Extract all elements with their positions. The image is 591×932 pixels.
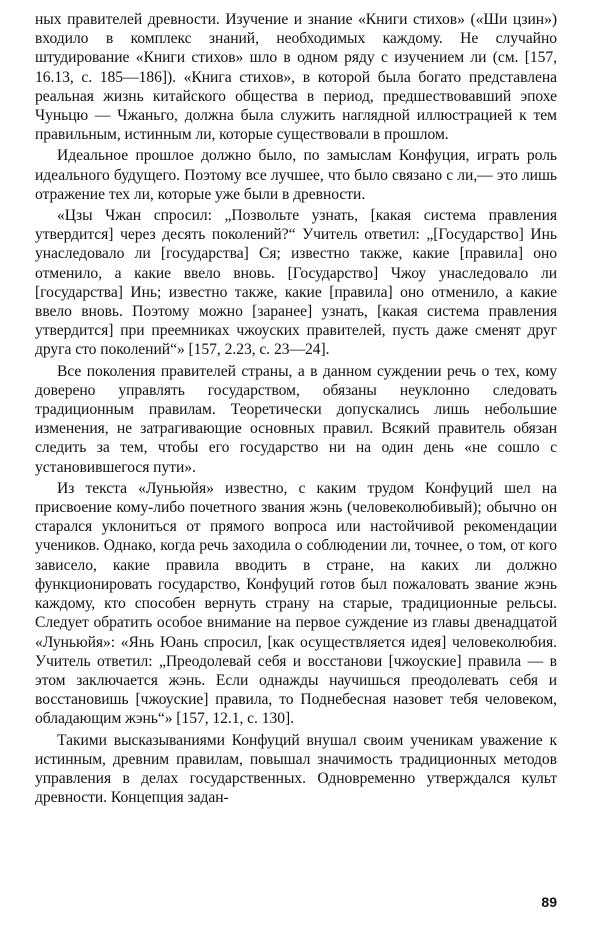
paragraph-4: Все поколения правителей страны, а в данном суждении речь о тех, кому доверено управлять государством, обязаны неуклонно следовать традиционным правилам. Теоретически допускались лишь небольшие изменения, не затрагивающие основных правил. Всякий правитель обязан следить за тем, чтобы его государство ни на один день «не сошло с установившегося пути». (35, 362, 557, 476)
paragraph-6: Такими высказываниями Конфуций внушал своим ученикам уважение к истинным, древним правилам, повышал значимость традиционных методов управления в делах государственных. Одновременно утверждался культ древности. Концепция задан- (35, 731, 557, 807)
paragraph-1: ных правителей древности. Изучение и знание «Книги стихов» («Ши цзин») входило в комплекс знаний, необходимых каждому. Не случайно штудирование «Книги стихов» шло в одном ряду с изучением ли (см. [157, 16.13, с. 185—186]). «Книга стихов», в которой была богато представлена реальная жизнь китайского общества в период, предшествовавший эпохе Чуньцю — Чжаньго, должна была служить наглядной иллюстрацией к тем правильным, истинным ли, которые существовали в прошлом. (35, 11, 557, 144)
paragraph-5: Из текста «Луньюйя» известно, с каким трудом Конфуций шел на присвоение кому-либо почетного звания жэнь (человеколюбивый); обычно он старался уклониться от прямого вопроса или настойчивой рекомендации учеников. Однако, когда речь заходила о соблюдении ли, точнее, о том, от кого зависело, какие правила вводить в стране, на каких ли должно функционировать государство, Конфуций готов был пожаловать звание жэнь каждому, кто способен вернуть страну на старые, традиционные рельсы. Следует обратить особое внимание на первое суждение из главы двенадцатой «Луньюйя»: «Янь Юань спросил, [как осуществляется идея] человеколюбия. Учитель ответил: „Преодолевай себя и восстанови [чжоуские] правила — в этом заключается жэнь. Если однажды научишься преодолевать себя и восстановишь [чжоуские] правила, то Поднебесная назовет тебя человеком, обладающим жэнь“» [157, 12.1, с. 130]. (35, 479, 557, 728)
paragraph-2: Идеальное прошлое должно было, по замыслам Конфуция, играть роль идеального будущего. Поэтому все лучшее, что было связано с ли,— это лишь отражение тех ли, которые уже были в древности. (35, 147, 557, 203)
page-number: 89 (541, 894, 557, 910)
paragraph-3: «Цзы Чжан спросил: „Позвольте узнать, [какая система правления утвердится] через десять поколений?“ Учитель ответил: „[Государство] Инь унаследовало ли [государства] Ся; известно также, какие [правила] оно отменило, а какие ввело вновь. [Государство] Чжоу унаследовало ли [государства] Инь; известно также, какие [правила] оно отменило, а какие ввело вновь. Поэтому можно [заранее] узнать, [какая система правления утвердится] при преемниках чжоуских правителей, пусть даже сменят друг друга сто поколений“» [157, 2.23, с. 23—24]. (35, 207, 557, 359)
page-body (35, 10, 557, 807)
